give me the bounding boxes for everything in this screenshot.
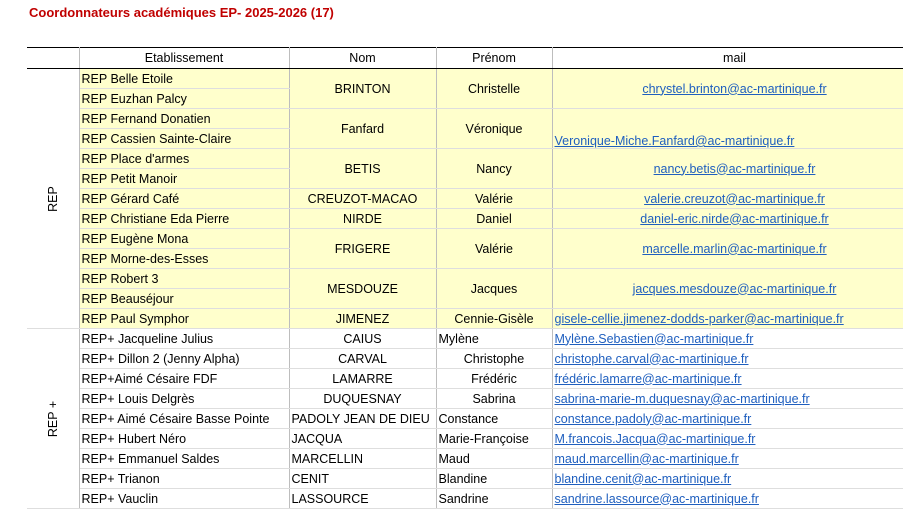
mail-link[interactable]: maud.marcellin@ac-martinique.fr — [552, 449, 903, 469]
mail-link[interactable]: sabrina-marie-m.duquesnay@ac-martinique.fr — [552, 389, 903, 409]
prenom-cell: Sandrine — [436, 489, 552, 509]
prenom-cell: Daniel — [436, 209, 552, 229]
mail-link[interactable]: constance.padoly@ac-martinique.fr — [552, 409, 903, 429]
mail-link[interactable]: M.francois.Jacqua@ac-martinique.fr — [552, 429, 903, 449]
prenom-cell: Christophe — [436, 349, 552, 369]
nom-cell: Fanfard — [289, 109, 436, 149]
school-cell: REP Eugène Mona — [79, 229, 289, 249]
nom-cell: CREUZOT-MACAO — [289, 189, 436, 209]
table-row — [27, 69, 903, 89]
nom-cell: FRIGERE — [289, 229, 436, 269]
mail-link[interactable]: valerie.creuzot@ac-martinique.fr — [552, 189, 903, 209]
mail-link[interactable]: jacques.mesdouze@ac-martinique.fr — [552, 269, 903, 309]
school-cell: REP Place d'armes — [79, 149, 289, 169]
school-cell: REP+ Jacqueline Julius — [79, 329, 289, 349]
prenom-cell: Valérie — [436, 229, 552, 269]
school-cell: REP Petit Manoir — [79, 169, 289, 189]
school-cell: REP Christiane Eda Pierre — [79, 209, 289, 229]
nom-cell: LASSOURCE — [289, 489, 436, 509]
table-row — [27, 329, 903, 349]
table-row — [27, 209, 903, 229]
school-cell: REP Belle Etoile — [79, 69, 289, 89]
school-cell: REP+ Emmanuel Saldes — [79, 449, 289, 469]
header-blank — [27, 48, 79, 69]
table-row — [27, 189, 903, 209]
school-cell: REP Morne-des-Esses — [79, 249, 289, 269]
school-cell: REP Gérard Café — [79, 189, 289, 209]
table-row — [27, 449, 903, 469]
prenom-cell: Sabrina — [436, 389, 552, 409]
nom-cell: JACQUA — [289, 429, 436, 449]
school-cell: REP Paul Symphor — [79, 309, 289, 329]
coordinators-table — [27, 47, 903, 509]
table-row — [27, 489, 903, 509]
prenom-cell: Véronique — [436, 109, 552, 149]
table-row — [27, 309, 903, 329]
group-label-rep-plus: REP + — [27, 329, 79, 509]
prenom-cell: Blandine — [436, 469, 552, 489]
page-title: Coordonnateurs académiques EP- 2025-2026 (17) — [29, 5, 334, 20]
prenom-cell: Nancy — [436, 149, 552, 189]
school-cell: REP+ Aimé Césaire Basse Pointe — [79, 409, 289, 429]
school-cell: REP Euzhan Palcy — [79, 89, 289, 109]
school-cell: REP Robert 3 — [79, 269, 289, 289]
school-cell: REP Cassien Sainte-Claire — [79, 129, 289, 149]
prenom-cell: Constance — [436, 409, 552, 429]
mail-link[interactable]: frédéric.lamarre@ac-martinique.fr — [552, 369, 903, 389]
mail-link[interactable]: marcelle.marlin@ac-martinique.fr — [552, 229, 903, 269]
nom-cell: CAIUS — [289, 329, 436, 349]
prenom-cell: Christelle — [436, 69, 552, 109]
table-row — [27, 409, 903, 429]
nom-cell: BETIS — [289, 149, 436, 189]
nom-cell: LAMARRE — [289, 369, 436, 389]
group-label-rep: REP — [27, 69, 79, 329]
prenom-cell: Valérie — [436, 189, 552, 209]
mail-link[interactable]: chrystel.brinton@ac-martinique.fr — [552, 69, 903, 109]
nom-cell: BRINTON — [289, 69, 436, 109]
prenom-cell: Frédéric — [436, 369, 552, 389]
mail-link[interactable]: Mylène.Sebastien@ac-martinique.fr — [552, 329, 903, 349]
mail-link[interactable]: christophe.carval@ac-martinique.fr — [552, 349, 903, 369]
table-row — [27, 389, 903, 409]
table-row — [27, 269, 903, 289]
mail-link[interactable]: nancy.betis@ac-martinique.fr — [552, 149, 903, 189]
school-cell: REP Fernand Donatien — [79, 109, 289, 129]
header-mail: mail — [552, 48, 903, 69]
nom-cell: MARCELLIN — [289, 449, 436, 469]
header-etablissement: Etablissement — [79, 48, 289, 69]
table-row — [27, 149, 903, 169]
nom-cell: MESDOUZE — [289, 269, 436, 309]
nom-cell: PADOLY JEAN DE DIEU — [289, 409, 436, 429]
prenom-cell: Jacques — [436, 269, 552, 309]
mail-link[interactable]: Veronique-Miche.Fanfard@ac-martinique.fr — [552, 109, 903, 149]
nom-cell: JIMENEZ — [289, 309, 436, 329]
school-cell: REP+ Louis Delgrès — [79, 389, 289, 409]
prenom-cell: Marie-Françoise — [436, 429, 552, 449]
prenom-cell: Mylène — [436, 329, 552, 349]
mail-link[interactable]: blandine.cenit@ac-martinique.fr — [552, 469, 903, 489]
school-cell: REP+ Vauclin — [79, 489, 289, 509]
school-cell: REP+ Hubert Néro — [79, 429, 289, 449]
school-cell: REP+ Trianon — [79, 469, 289, 489]
table-row — [27, 369, 903, 389]
header-prenom: Prénom — [436, 48, 552, 69]
table-row — [27, 469, 903, 489]
table-row — [27, 109, 903, 129]
table-row — [27, 229, 903, 249]
nom-cell: CARVAL — [289, 349, 436, 369]
mail-link[interactable]: gisele-cellie.jimenez-dodds-parker@ac-martinique.fr — [552, 309, 903, 329]
prenom-cell: Cennie-Gisèle — [436, 309, 552, 329]
mail-link[interactable]: daniel-eric.nirde@ac-martinique.fr — [552, 209, 903, 229]
header-row — [27, 48, 903, 69]
table-row — [27, 349, 903, 369]
nom-cell: NIRDE — [289, 209, 436, 229]
prenom-cell: Maud — [436, 449, 552, 469]
school-cell: REP+ Dillon 2 (Jenny Alpha) — [79, 349, 289, 369]
nom-cell: DUQUESNAY — [289, 389, 436, 409]
school-cell: REP+Aimé Césaire FDF — [79, 369, 289, 389]
mail-link[interactable]: sandrine.lassource@ac-martinique.fr — [552, 489, 903, 509]
table-row — [27, 429, 903, 449]
nom-cell: CENIT — [289, 469, 436, 489]
school-cell: REP Beauséjour — [79, 289, 289, 309]
header-nom: Nom — [289, 48, 436, 69]
